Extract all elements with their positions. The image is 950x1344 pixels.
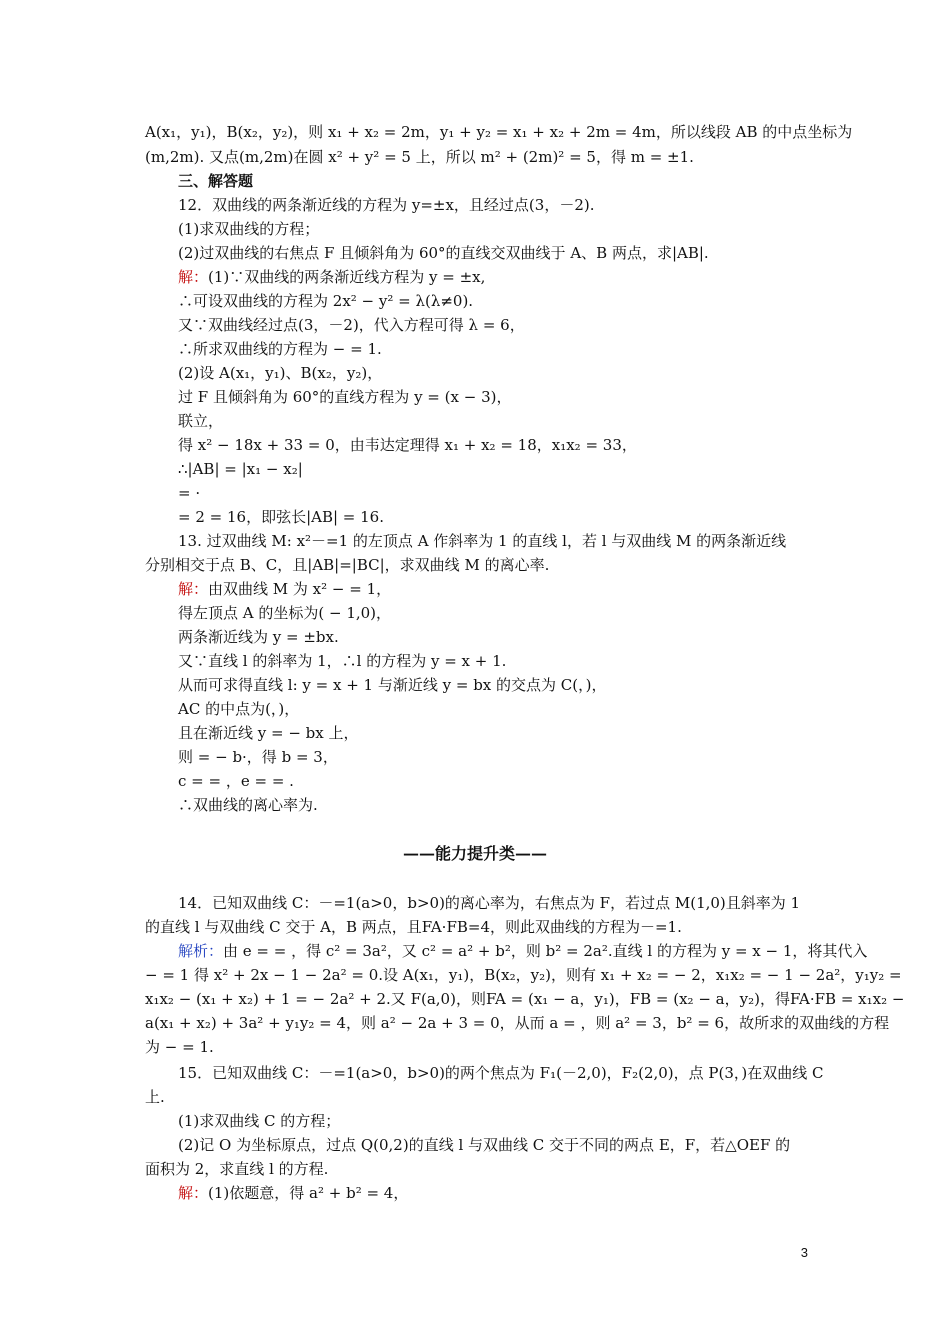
text-line: (2)过双曲线的右焦点 F 且倾斜角为 60°的直线交双曲线于 A、B 两点，求|AB|. <box>178 244 709 262</box>
text-line: (1)求双曲线 C 的方程； <box>178 1112 341 1130</box>
text-line: ∴|AB| = |x₁ − x₂| <box>178 460 303 478</box>
text-line: (2)记 O 为坐标原点，过点 Q(0,2)的直线 l 与双曲线 C 交于不同的两点 E，F，若△OEF 的 <box>178 1136 791 1154</box>
text-line: a(x₁ + x₂) + 3a² + y₁y₂ = 4，则 a² − 2a + 3 = 0，从而 a = ，则 a² = 3，b² = 6，故所求的双曲线的方程 <box>145 1014 890 1032</box>
text-line: = 2 = 16，即弦长|AB| = 16. <box>178 508 384 526</box>
text-line: ∴双曲线的离心率为. <box>178 796 318 814</box>
text-line: 面积为 2，求直线 l 的方程. <box>145 1160 329 1178</box>
text-line: 则 = − b·，得 b = 3， <box>178 748 338 766</box>
text-line: 又∵直线 l 的斜率为 1，∴l 的方程为 y = x + 1. <box>178 652 507 670</box>
problem-13-line: 13. 过双曲线 M: x²－=1 的左顶点 A 作斜率为 1 的直线 l，若 l 与双曲线 M 的两条渐近线 <box>178 532 787 550</box>
text-line: (m,2m). 又点(m,2m)在圆 x² + y² = 5 上，所以 m² + (2m)² = 5，得 m = ±1. <box>145 148 694 166</box>
problem-15-line: 15．已知双曲线 C：－=1(a>0，b>0)的两个焦点为 F₁(－2,0)，F₂(2,0)，点 P(3，)在双曲线 C <box>178 1064 824 1082</box>
text-line: x₁x₂ − (x₁ + x₂) + 1 = − 2a² + 2.又 F(a,0)，则FA = (x₁ − a，y₁)，FB = (x₂ − a，y₂)，得FA·FB = x₁x₂ − <box>145 990 905 1008</box>
text-line: 为 − = 1. <box>145 1038 214 1056</box>
text-line: 上. <box>145 1088 165 1106</box>
solution-text: (1)依题意，得 a² + b² = 4， <box>208 1184 409 1202</box>
text-line: 从而可求得直线 l: y = x + 1 与渐近线 y = bx 的交点为 C(，)， <box>178 676 607 694</box>
solution-text: 由双曲线 M 为 x² − = 1， <box>208 580 392 598</box>
text-line: 的直线 l 与双曲线 C 交于 A，B 两点，且FA·FB=4，则此双曲线的方程为－=1. <box>145 918 682 936</box>
solution-label: 解： <box>178 580 209 598</box>
text-line: AC 的中点为(，)， <box>178 700 300 718</box>
analysis-label: 解析： <box>178 942 224 960</box>
solution-line <box>178 577 391 601</box>
text-line: (1)求双曲线的方程； <box>178 220 320 238</box>
solution-text: (1)∵双曲线的两条渐近线方程为 y = ±x, <box>208 268 486 286</box>
text-line: 两条渐近线为 y = ±bx. <box>178 628 339 646</box>
text-line: 得左顶点 A 的坐标为( − 1,0)， <box>178 604 392 622</box>
text-line: 得 x² − 18x + 33 = 0，由韦达定理得 x₁ + x₂ = 18，x₁x₂ = 33， <box>178 436 637 454</box>
text-line: (2)设 A(x₁，y₁)、B(x₂，y₂)， <box>178 364 383 382</box>
text-line: 且在渐近线 y = − bx 上， <box>178 724 359 742</box>
text-line: ∴可设双曲线的方程为 2x² − y² = λ(λ≠0). <box>178 292 474 310</box>
section-heading: 三、解答题 <box>178 172 254 190</box>
solution-label: 解： <box>178 268 209 286</box>
text-line: 又∵双曲线经过点(3，－2)，代入方程可得 λ = 6， <box>178 316 525 334</box>
section-title: ——能力提升类—— <box>402 844 547 863</box>
analysis-text: 由 e = = ，得 c² = 3a²，又 c² = a² + b²，则 b² = 2a².直线 l 的方程为 y = x − 1，将其代入 <box>223 942 868 960</box>
solution-label: 解： <box>178 1184 209 1202</box>
solution-line <box>178 265 485 289</box>
text-line: A(x₁，y₁)，B(x₂，y₂)，则 x₁ + x₂ = 2m，y₁ + y₂ = x₁ + x₂ + 2m = 4m，所以线段 AB 的中点坐标为 <box>145 123 853 141</box>
text-line: − = 1 得 x² + 2x − 1 − 2a² = 0.设 A(x₁，y₁)，B(x₂，y₂)，则有 x₁ + x₂ = − 2，x₁x₂ = − 1 − 2a²，y₁y₂ = <box>145 966 902 984</box>
problem-14-line: 14．已知双曲线 C：－=1(a>0，b>0)的离心率为，右焦点为 F，若过点 M(1,0)且斜率为 1 <box>178 894 801 912</box>
solution-line <box>178 1181 408 1205</box>
text-line: = · <box>178 484 201 502</box>
problem-12-line: 12．双曲线的两条渐近线的方程为 y=±x，且经过点(3，－2). <box>178 196 595 214</box>
page-number: 3 <box>800 1245 808 1260</box>
text-line: 分别相交于点 B、C，且|AB|=|BC|，求双曲线 M 的离心率. <box>145 556 550 574</box>
analysis-line <box>178 939 867 963</box>
text-line: c = = ，e = = . <box>178 772 294 790</box>
text-line: 联立， <box>178 412 224 430</box>
text-line: 过 F 且倾斜角为 60°的直线方程为 y = (x − 3)， <box>178 388 512 406</box>
text-line: ∴所求双曲线的方程为 − = 1. <box>178 340 382 358</box>
